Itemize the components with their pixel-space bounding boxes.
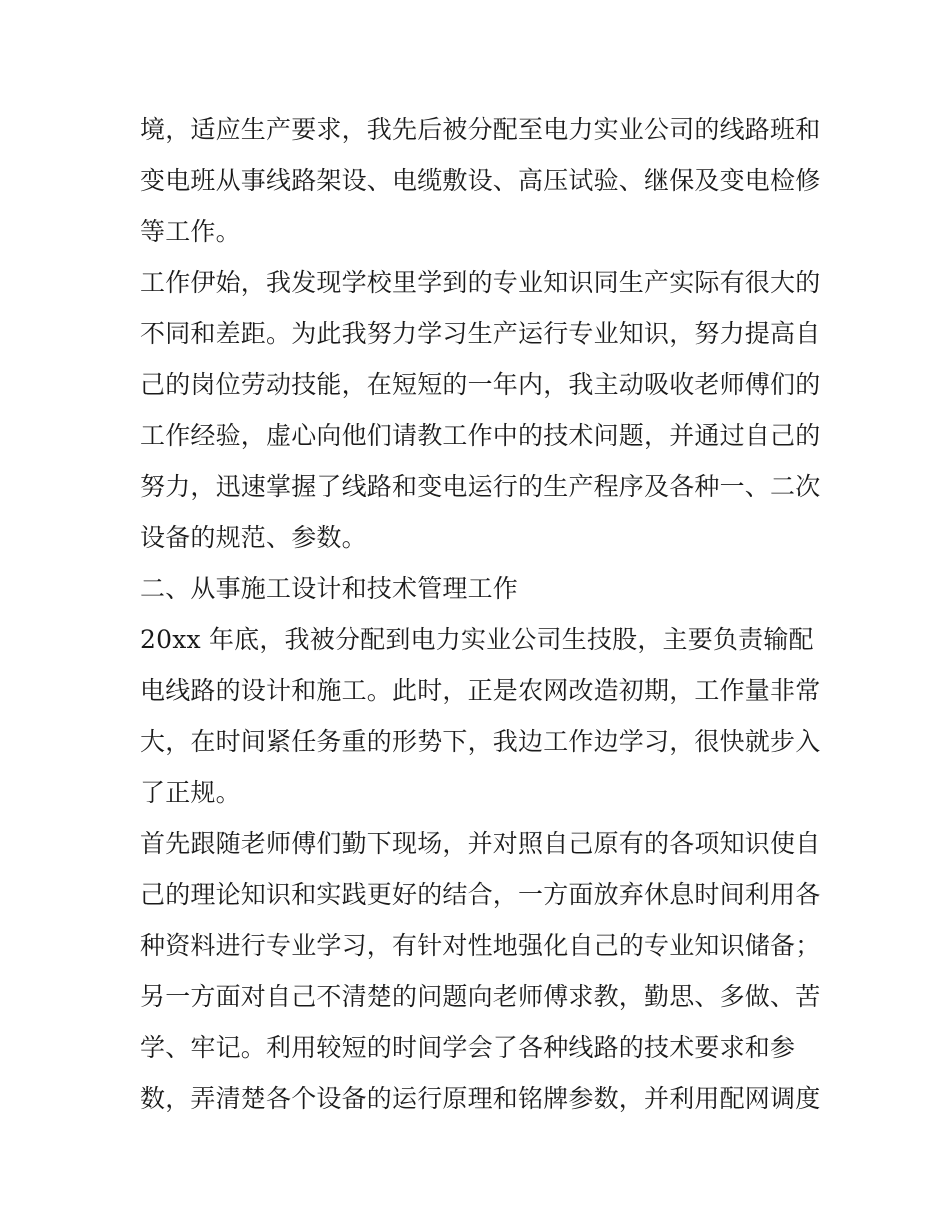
- text-line: 不同和差距。为此我努力学习生产运行专业知识，努力提高自: [140, 319, 821, 348]
- text-line: 境，适应生产要求，我先后被分配至电力实业公司的线路班和: [140, 115, 821, 144]
- text-line: 己的岗位劳动技能，在短短的一年内，我主动吸收老师傅们的: [140, 370, 821, 399]
- text-line: 努力，迅速掌握了线路和变电运行的生产程序及各种一、二次: [140, 472, 821, 501]
- document-body: [140, 104, 820, 1124]
- text-line: 种资料进行专业学习，有针对性地强化自己的专业知识储备；: [140, 931, 821, 960]
- text-line: 数，弄清楚各个设备的运行原理和铭牌参数，并利用配网调度: [140, 1084, 821, 1113]
- text-line: 设备的规范、参数。: [140, 523, 367, 552]
- text-line: 了正规。: [140, 778, 241, 807]
- text-line: 20xx 年底，我被分配到电力实业公司生技股，主要负责输配: [140, 625, 814, 654]
- text-line: 学、牢记。利用较短的时间学会了各种线路的技术要求和参: [140, 1033, 796, 1062]
- text-line: 工作伊始，我发现学校里学到的专业知识同生产实际有很大的: [140, 268, 821, 297]
- text-line: 大，在时间紧任务重的形势下，我边工作边学习，很快就步入: [140, 727, 821, 756]
- text-line: 首先跟随老师傅们勤下现场，并对照自己原有的各项知识使自: [140, 829, 821, 858]
- text-line: 等工作。: [140, 217, 241, 246]
- section-heading: 二、从事施工设计和技术管理工作: [140, 574, 519, 603]
- text-line: 己的理论知识和实践更好的结合，一方面放弃休息时间利用各: [140, 880, 821, 909]
- text-line: 工作经验，虚心向他们请教工作中的技术问题，并通过自己的: [140, 421, 821, 450]
- text-line: 另一方面对自己不清楚的问题向老师傅求教，勤思、多做、苦: [140, 982, 821, 1011]
- text-line: 变电班从事线路架设、电缆敷设、高压试验、继保及变电检修: [140, 166, 821, 195]
- text-line: 电线路的设计和施工。此时，正是农网改造初期，工作量非常: [140, 676, 821, 705]
